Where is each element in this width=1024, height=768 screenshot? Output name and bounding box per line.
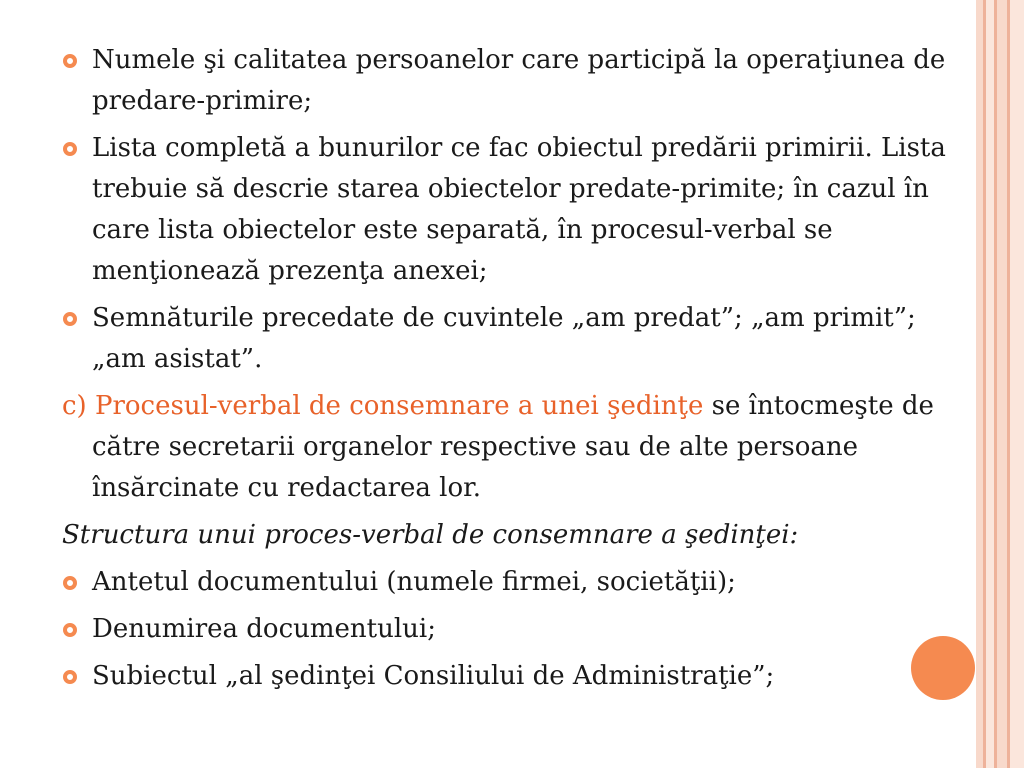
section-c-rest: se întocmeşte de către secretarii organelor respective sau de alte persoane însărcinate cu redactarea lor. xyxy=(92,391,934,503)
bullet-text: Semnăturile precedate de cuvintele „am predat”; „am primit”; „am asistat”. xyxy=(92,303,916,374)
bullet-item xyxy=(62,298,962,380)
stripe xyxy=(976,0,983,768)
bullet-circle-icon xyxy=(63,312,77,326)
structure-item-text: Denumirea documentului; xyxy=(92,614,436,644)
structure-item xyxy=(62,562,962,603)
bullet-text: Numele şi calitatea persoanelor care participă la operaţiunea de predare-primire; xyxy=(92,45,946,116)
bullet-item xyxy=(62,40,962,122)
bullet-circle-icon xyxy=(63,623,77,637)
structure-heading: Structura unui proces-verbal de consemnare a şedinţei: xyxy=(62,520,799,550)
stripe xyxy=(1010,0,1024,768)
bullet-circle-icon xyxy=(63,670,77,684)
bullet-circle-icon xyxy=(63,54,77,68)
stripe xyxy=(997,0,1007,768)
section-c-paragraph xyxy=(62,386,962,509)
bullet-circle-icon xyxy=(63,576,77,590)
structure-item xyxy=(62,609,962,650)
stripe xyxy=(986,0,994,768)
bullet-circle-icon xyxy=(63,142,77,156)
structure-item-text: Antetul documentului (numele firmei, societăţii); xyxy=(92,567,736,597)
structure-item xyxy=(62,656,962,697)
section-c-highlight: c) Procesul-verbal de consemnare a unei şedinţe xyxy=(62,391,704,421)
bullet-text: Lista completă a bunurilor ce fac obiectul predării primirii. Lista trebuie să descrie starea obiectelor predate-primite; în cazul în care lista obiectelor este separată, în procesul-verbal se menţionează prezenţa anexei; xyxy=(92,133,946,286)
slide-body xyxy=(62,40,962,697)
bullet-item xyxy=(62,128,962,292)
decorative-stripes xyxy=(976,0,1024,768)
structure-item-text: Subiectul „al şedinţei Consiliului de Administraţie”; xyxy=(92,661,775,691)
